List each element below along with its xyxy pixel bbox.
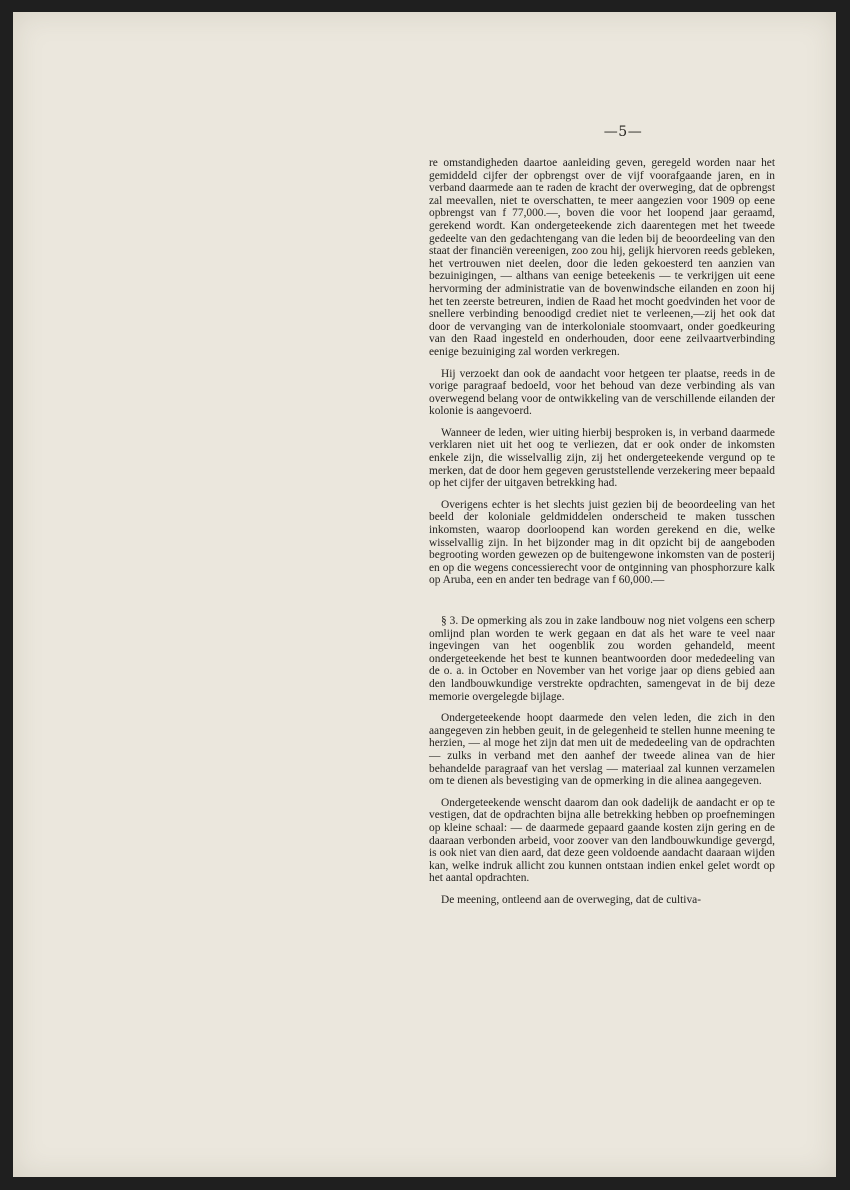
body-text-column — [429, 157, 775, 906]
page-number: —5— — [603, 124, 643, 140]
paragraph-verbinding-aandacht: Hij verzoekt dan ook de aandacht voor hetgeen ter plaatse, reeds in de vorige paragraaf bedoeld, voor het behoud van deze verbinding als van overwegend belang voor de ontwikkeling van de verschillende eilanden der kolonie is aangevoerd. — [429, 367, 775, 418]
paragraph-wisselvallig-inkomsten: Wanneer de leden, wier uiting hierbij besproken is, in verband daarmede verklaren niet uit het oog te verliezen, dat er ook onder de inkomsten enkele zijn, die wisselvallig zijn, zij het ondergeteekende vergund op te merken, dat de door hem gegeven geruststellende verzekering meer bepaald op het cijfer der uitgaven betrekking had. — [429, 426, 775, 490]
paragraph-section-3-landbouw: § 3. De opmerking als zou in zake landbouw nog niet volgens een scherp omlijnd plan worden te werk gegaan en dat als het ware te veel naar ingevingen van het oogenblik zou worden gehandeld, meent ondergeteekende het best te kunnen beantwoorden door mededeeling van de o. a. in October en November van het vorige jaar op diens gebied aan den landbouwkundige verstrekte opdrachten, samengevat in de bij deze memorie overgelegde bijlage. — [429, 615, 775, 703]
paragraph-proefnemingen: Ondergeteekende wenscht daarom dan ook dadelijk de aandacht er op te vestigen, dat de opdrachten bijna alle betrekking hebben op proefnemingen op kleine schaal: — de daarmede gepaard gaande kosten zijn gering en de daaraan verbonden arbeid, voor zoover van den landbouwkundige gevergd, is ook niet van dien aard, dat deze geen voldoende aandacht daaraan wijden kan, welke indruk allicht zou kunnen ontstaan indien enkel gelet wordt op het aantal opdrachten. — [429, 796, 775, 885]
paragraph-cultiva-fragment: De meening, ontleend aan de overweging, dat de cultiva- — [441, 893, 701, 906]
paragraph-koloniale-geldmiddelen: Overigens echter is het slechts juist gezien bij de beoordeeling van het beeld der koloniale geldmiddelen onderscheid te maken tusschen inkomsten, waarop doorloopend kan worden gerekend en die, welke wisselvallig zijn. In het bijzonder mag in dit opzicht bij de aangeboden begrooting worden gewezen op de buitengewone inkomsten van de posterij en op die wegens concessierecht voor de ontginning van phosphorzure kalk op Aruba, een en ander ten bedrage van f 60,000.— — [429, 498, 775, 587]
paragraph-continuation: re omstandigheden daartoe aanleiding geven, geregeld worden naar het gemiddeld cijfer der opbrengst over de vijf voorafgaande jaren, en in verband daarmede aan te raden de kracht der overweging, dat de opbrengst zal meevallen, niet te overschatten, te meer aangezien voor 1909 op eene opbrengst van f 77,000.—, boven die voor het loopend jaar geraamd, gerekend wordt. Kan ondergeteekende zich daarentegen met het tweede gedeelte van den gedachtengang van die leden bij de beoordeeling van den staat der financiën vereenigen, zoo zou hij, gelijk hiervoren reeds gebleken, het vertrouwen niet deelen, door die leden gekoesterd ten aanzien van bezuinigingen, — althans van eenige beteekenis — te verkrijgen uit eene hervorming der administratie van de bovenwindsche eilanden en zoon hij het ten zeerste betreuren, indien de Raad het mocht goedvinden het voor de snellere verbinding benoodigd crediet niet te verleenen,—zij het ook dat door de vervanging van de interkoloniale stoomvaart, onder goedkeuring van den Raad ingesteld en onderhouden, door eene zeilvaartverbinding eenige bezuiniging zal worden verkregen. — [429, 157, 775, 358]
document-page — [13, 12, 836, 1177]
paragraph-meening-herzien: Ondergeteekende hoopt daarmede den velen leden, die zich in den aangegeven zin hebben geuit, in de gelegenheid te stellen hunne meening te herzien, — al moge het zijn dat men uit de mededeeling van de opdrachten — zulks in verband met den aanhef der tweede alinea van de hier behandelde paragraaf van het verslag — materiaal zal kunnen verzamelen om te dienen als bevestiging van de opmerking in die alinea aangegeven. — [429, 712, 775, 788]
